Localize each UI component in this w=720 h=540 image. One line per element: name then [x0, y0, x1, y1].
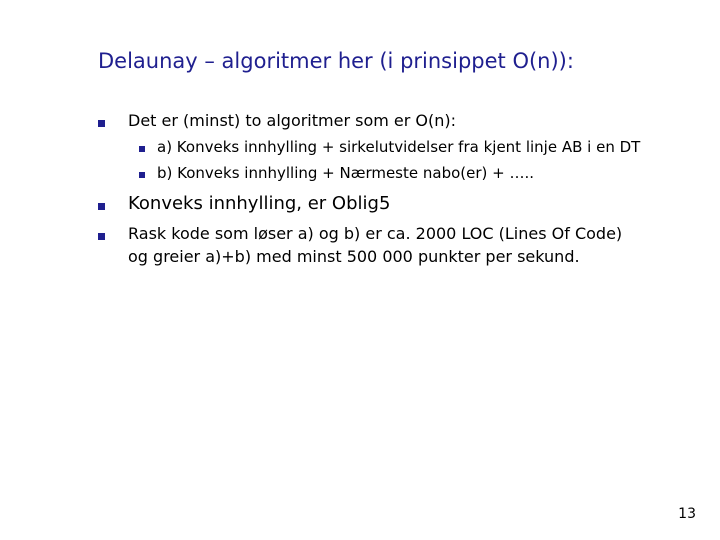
bullet-text: Konveks innhylling, er Oblig5	[128, 193, 391, 214]
page-number: 13	[678, 506, 696, 522]
bullet-text: Det er (minst) to algoritmer som er O(n):	[128, 111, 457, 130]
sub-bullet-text: b) Konveks innhylling + Nærmeste nabo(er) + …..	[157, 164, 535, 182]
bullet-marker	[98, 203, 105, 210]
bullet-marker	[98, 120, 105, 127]
slide-title: Delaunay – algoritmer her (i prinsippet O(n)):	[98, 49, 574, 73]
sub-bullet-text: a) Konveks innhylling + sirkelutvidelser fra kjent linje AB i en DT	[157, 138, 641, 156]
bullet-text-line: og greier a)+b) med minst 500 000 punkter per sekund.	[128, 247, 580, 266]
sub-bullet-marker	[139, 146, 145, 152]
sub-bullet-marker	[139, 172, 145, 178]
bullet-text-line: Rask kode som løser a) og b) er ca. 2000 LOC (Lines Of Code)	[128, 224, 623, 243]
bullet-marker	[98, 233, 105, 240]
